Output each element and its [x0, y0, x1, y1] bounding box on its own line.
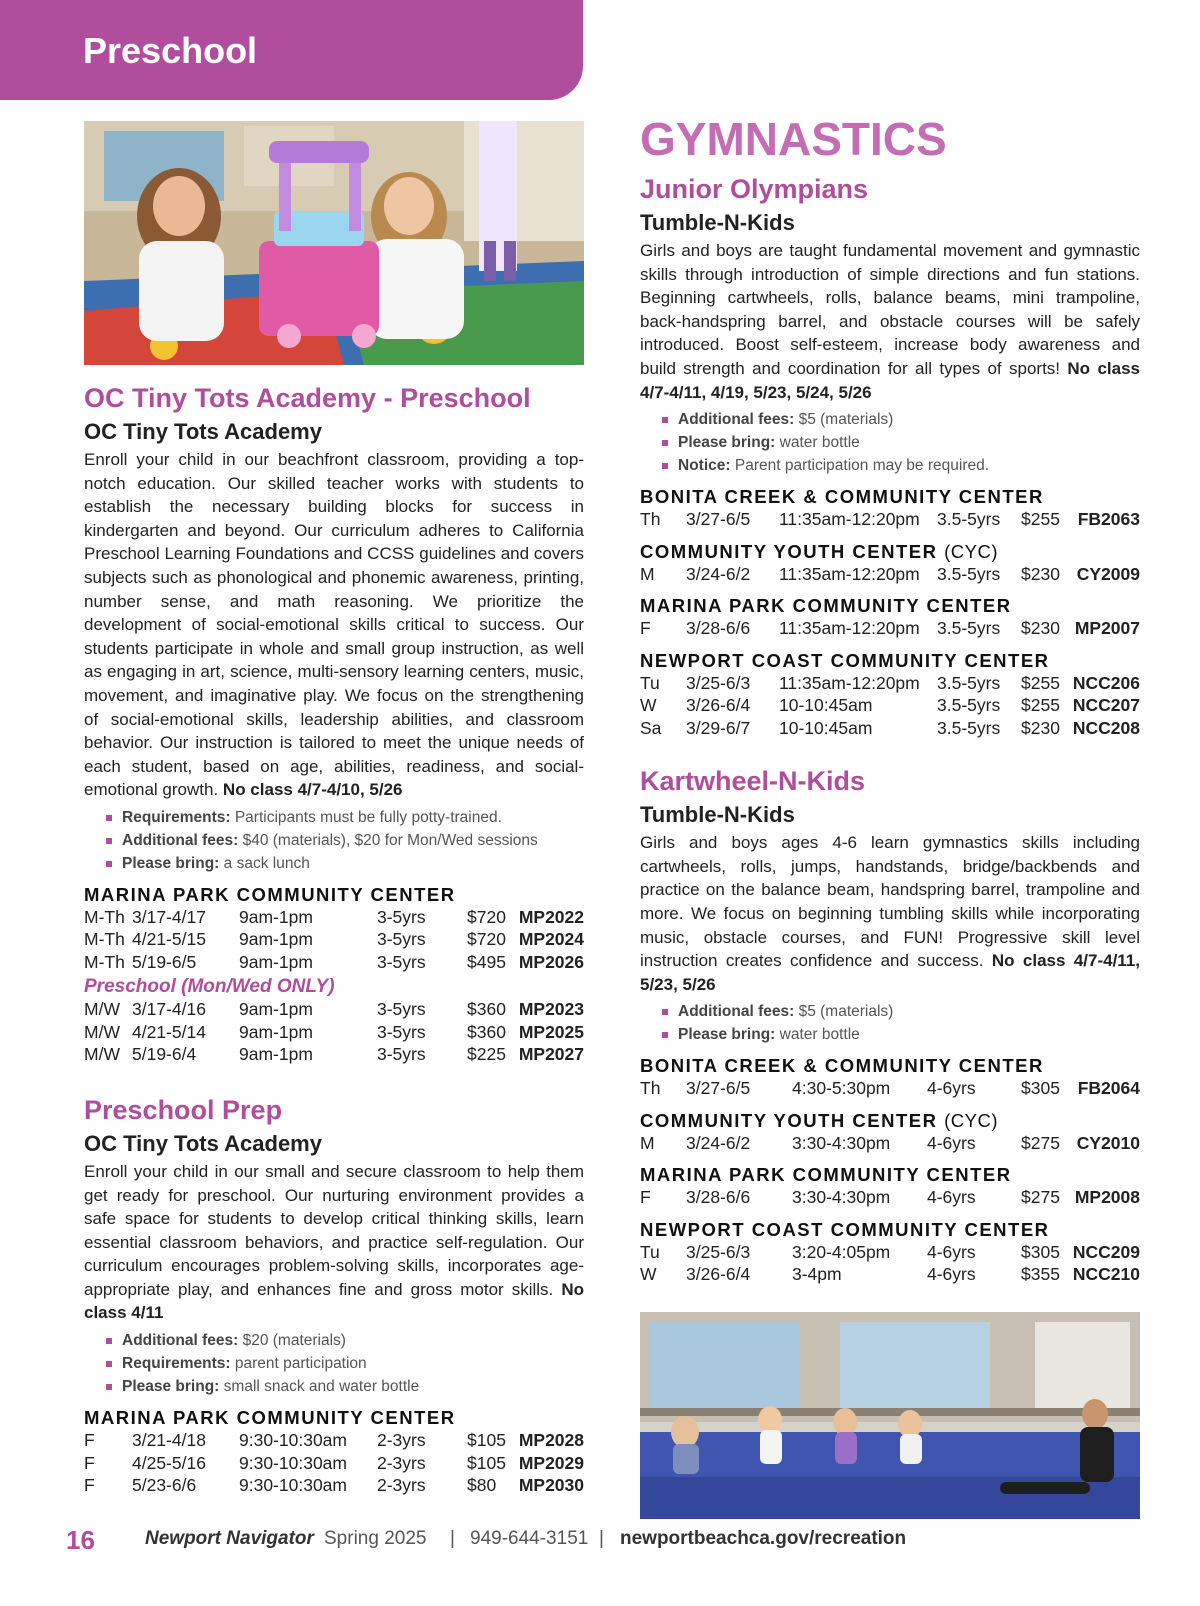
schedule-row: Sa 3/29-6/7 10-10:45am 3.5-5yrs $230 NCC208: [640, 717, 1140, 738]
publication-season: Spring 2025: [324, 1528, 427, 1549]
class-title: OC Tiny Tots Academy - Preschool: [84, 383, 531, 413]
gymnastics-heading: GYMNASTICS: [640, 113, 947, 165]
class-description: Enroll your child in our beachfront classroom, providing a top-notch education. Our skilled teacher works with students to establish the necessary building blocks for success in kindergarten and beyond. Our curriculum adheres to California Preschool Learning Foundations and CCSS guidelines and covers subjects such as phonological and phonemic awareness, printing, number sense, and math reasoning. We prioritize the development of social-emotional skills critical to success. Our students participate in whole and small group instruction, as well as engaging in art, science, multi-sensory learning centers, music, movement, and imaginative play. We focus on the strengthening of social-emotional skills, leadership abilities, and classroom behavior. Our instruction is tailored to meet the unique needs of each student, based on age, abilities, readiness, and social-emotional growth. No class 4/7-4/10, 5/26: [84, 450, 584, 800]
class-title: Junior Olympians: [640, 174, 869, 204]
website-link[interactable]: newportbeachca.gov/recreation: [620, 1528, 907, 1549]
no-class-note: No class 4/11: [84, 1279, 584, 1323]
schedule-row: F 4/25-5/16 9:30-10:30am 2-3yrs $105 MP2029: [84, 1452, 584, 1473]
location-name: COMMUNITY YOUTH CENTER (CYC): [640, 1109, 999, 1131]
schedule-subheading: Preschool (Mon/Wed ONLY): [84, 976, 335, 998]
schedule-row: F 3/28-6/6 11:35am-12:20pm 3.5-5yrs $230 MP2007: [640, 618, 1140, 639]
detail-item: Please bring: small snack and water bottle: [106, 1375, 584, 1398]
class-description: Girls and boys are taught fundamental movement and gymnastic skills through introduction of simple directions and fun stations. Beginning cartwheels, rolls, balance beams, mini trampoline, back-handspring barrel, and obstacle courses will be safely introduced. Boost self-esteem, increase body awareness and build strength and coordination for all types of sports! No class 4/7-4/11, 4/19, 5/23, 5/24, 5/26: [640, 241, 1140, 402]
detail-item: Additional fees: $5 (materials): [662, 1000, 1140, 1023]
gymnastics-photo: [640, 1312, 1140, 1519]
no-class-note: No class 4/7-4/11, 5/23, 5/26: [640, 951, 1140, 994]
location-name: NEWPORT COAST COMMUNITY CENTER: [640, 1218, 1050, 1240]
detail-item: Additional fees: $20 (materials): [106, 1329, 584, 1352]
schedule-row: M/W 3/17-4/16 9am-1pm 3-5yrs $360 MP2023: [84, 999, 584, 1020]
schedule-row: Th 3/27-6/5 11:35am-12:20pm 3.5-5yrs $255 FB2063: [640, 509, 1140, 530]
class-details-list: [84, 1329, 584, 1398]
schedule-row: F 3/28-6/6 3:30-4:30pm 4-6yrs $275 MP2008: [640, 1187, 1140, 1208]
detail-item: Requirements: parent participation: [106, 1352, 584, 1375]
class-title: Preschool Prep: [84, 1094, 283, 1125]
detail-item: Additional fees: $5 (materials): [662, 408, 1140, 431]
class-provider: Tumble-N-Kids: [640, 802, 795, 828]
schedule-row: M/W 5/19-6/4 9am-1pm 3-5yrs $225 MP2027: [84, 1044, 584, 1065]
detail-item: Please bring: a sack lunch: [106, 852, 584, 875]
location-name: NEWPORT COAST COMMUNITY CENTER: [640, 649, 1050, 671]
schedule-row: W 3/26-6/4 10-10:45am 3.5-5yrs $255 NCC207: [640, 695, 1140, 716]
right-column: [640, 114, 1140, 1287]
schedule-table: [84, 1430, 584, 1498]
page-number: 16: [66, 1525, 95, 1555]
location-name: MARINA PARK COMMUNITY CENTER: [84, 1407, 456, 1429]
schedule-row: W 3/26-6/4 3-4pm 4-6yrs $355 NCC210: [640, 1264, 1140, 1285]
detail-item: Notice: Parent participation may be required.: [662, 454, 1140, 477]
page-footer: [66, 1525, 1166, 1558]
schedule-row: M-Th 4/21-5/15 9am-1pm 3-5yrs $720 MP2024: [84, 929, 584, 950]
class-details-list: [640, 1000, 1140, 1046]
location-name: BONITA CREEK & COMMUNITY CENTER: [640, 486, 1044, 508]
no-class-note: No class 4/7-4/11, 4/19, 5/23, 5/24, 5/26: [640, 358, 1140, 402]
schedule-row: F 3/21-4/18 9:30-10:30am 2-3yrs $105 MP2028: [84, 1430, 584, 1451]
phone-number: 949-644-3151: [470, 1528, 589, 1549]
schedule-row: Th 3/27-6/5 4:30-5:30pm 4-6yrs $305 FB2064: [640, 1078, 1140, 1099]
class-provider: Tumble-N-Kids: [640, 210, 795, 235]
section-banner: [0, 0, 583, 100]
schedule-row: M-Th 3/17-4/17 9am-1pm 3-5yrs $720 MP2022: [84, 906, 584, 927]
class-title: Kartwheel-N-Kids: [640, 766, 866, 797]
location-name: MARINA PARK COMMUNITY CENTER: [640, 595, 1012, 617]
location-name: BONITA CREEK & COMMUNITY CENTER: [640, 1055, 1044, 1077]
footer-separator: |: [599, 1528, 604, 1549]
location-name: MARINA PARK COMMUNITY CENTER: [84, 883, 456, 905]
class-description: Enroll your child in our small and secure classroom to help them get ready for preschool. Our nurturing environment provides a safe space for students to develop critical thinking skills, learn essential classroom behaviors, and practice self-regulation. Our curriculum encourages problem-solving skills, incorporates age-appropriate play, and enhances fine and gross motor skills. No class 4/11: [84, 1161, 584, 1323]
schedule-table: [84, 907, 584, 975]
class-details-list: [84, 806, 584, 875]
schedule-row: M-Th 5/19-6/5 9am-1pm 3-5yrs $495 MP2026: [84, 951, 584, 972]
schedule-row: M 3/24-6/2 11:35am-12:20pm 3.5-5yrs $230 CY2009: [640, 563, 1140, 584]
class-description: Girls and boys ages 4-6 learn gymnastics skills including cartwheels, rolls, jumps, handstands, bridge/backbends and practice on the balance beam, handspring barrel, trampoline and more. We focus on beginning tumbling skills while incorporating music, obstacle courses, and FUN! Progressive skill level instruction creates confidence and success. No class 4/7-4/11, 5/23, 5/26: [640, 833, 1140, 994]
detail-item: Please bring: water bottle: [662, 1023, 1140, 1046]
schedule-row: M/W 4/21-5/14 9am-1pm 3-5yrs $360 MP2025: [84, 1021, 584, 1042]
class-details-list: [640, 408, 1140, 477]
detail-item: Please bring: water bottle: [662, 431, 1140, 454]
detail-item: Additional fees: $40 (materials), $20 for Mon/Wed sessions: [106, 829, 584, 852]
publication-name: Newport Navigator: [145, 1528, 314, 1549]
schedule-row: F 5/23-6/6 9:30-10:30am 2-3yrs $80 MP2030: [84, 1475, 584, 1496]
detail-item: Requirements: Participants must be fully potty-trained.: [106, 806, 584, 829]
no-class-note: No class 4/7-4/10, 5/26: [222, 780, 403, 800]
class-provider: OC Tiny Tots Academy: [84, 1130, 322, 1156]
preschool-photo: [84, 121, 584, 365]
schedule-row: Tu 3/25-6/3 3:20-4:05pm 4-6yrs $305 NCC209: [640, 1241, 1140, 1262]
schedule-table: [84, 999, 584, 1067]
section-title: Preschool: [83, 30, 258, 71]
footer-separator: |: [450, 1528, 455, 1549]
location-name: MARINA PARK COMMUNITY CENTER: [640, 1164, 1012, 1186]
location-name: COMMUNITY YOUTH CENTER (CYC): [640, 540, 999, 562]
schedule-row: M 3/24-6/2 3:30-4:30pm 4-6yrs $275 CY2010: [640, 1132, 1140, 1153]
schedule-row: Tu 3/25-6/3 11:35am-12:20pm 3.5-5yrs $255 NCC206: [640, 672, 1140, 693]
class-provider: OC Tiny Tots Academy: [84, 419, 322, 444]
left-column: [84, 383, 584, 1498]
